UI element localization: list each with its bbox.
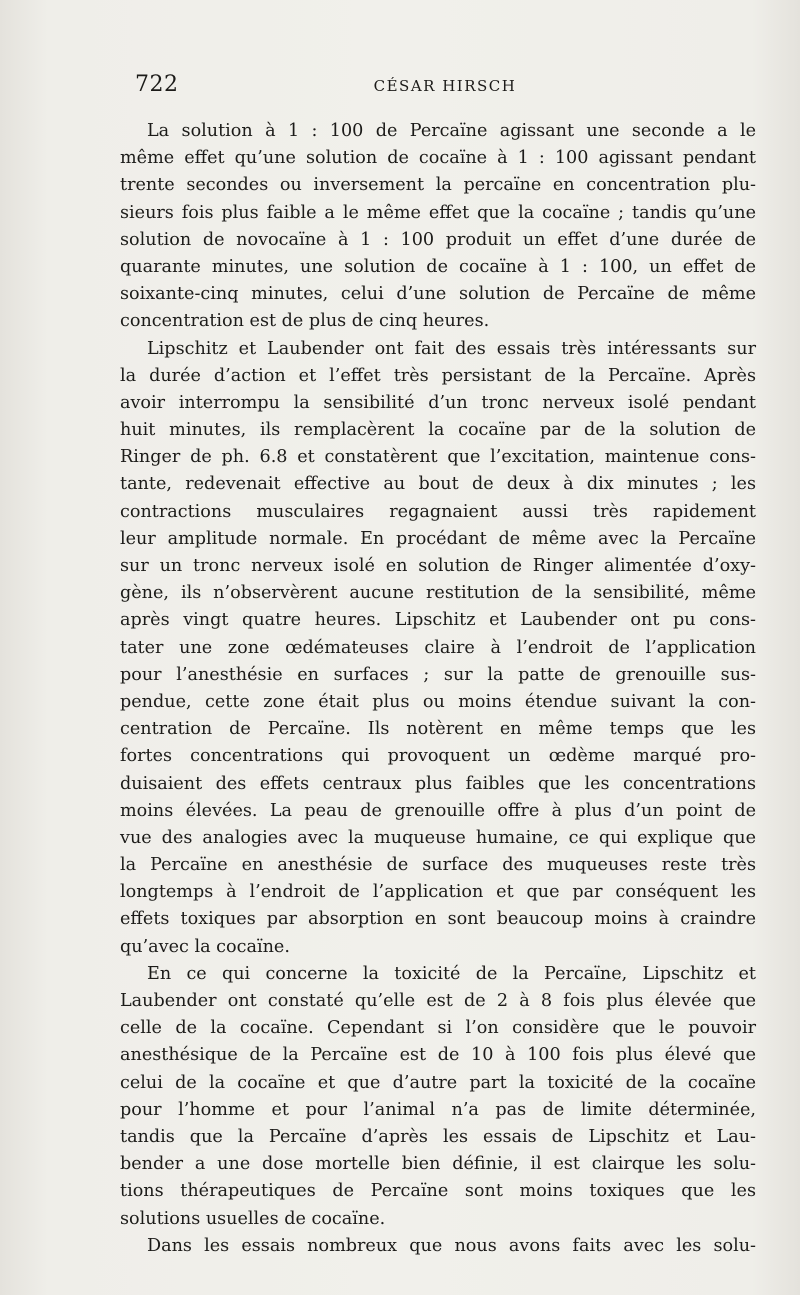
text-line: soixante-cinq minutes, celui d’une solution de Percaïne de même <box>120 284 756 305</box>
text-line: tante, redevenait effective au bout de deux à dix minutes ; les <box>120 474 756 495</box>
text-line: moins élevées. La peau de grenouille offre à plus d’un point de <box>120 800 756 821</box>
text-line: huit minutes, ils remplacèrent la cocaïne par de la solution de <box>120 420 756 441</box>
text-line: Laubender ont constaté qu’elle est de 2 à 8 fois plus élevée que <box>120 991 756 1011</box>
text-line: tions thérapeutiques de Percaïne sont moins toxiques que les <box>120 1181 756 1202</box>
text-line: sur un tronc nerveux isolé en solution de Ringer alimentée d’oxy- <box>120 556 756 576</box>
text-line: Lipschitz et Laubender ont fait des essais très intéressants sur <box>147 338 756 359</box>
text-line: celui de la cocaïne et que d’autre part la toxicité de la cocaïne <box>120 1072 756 1093</box>
text-line: contractions musculaires regagnaient aussi très rapidement <box>120 501 756 522</box>
text-line: pour l’anesthésie en surfaces ; sur la patte de grenouille sus- <box>120 664 756 685</box>
text-line: anesthésique de la Percaïne est de 10 à 100 fois plus élevé que <box>120 1045 756 1066</box>
text-line: tater une zone œdémateuses claire à l’endroit de l’application <box>120 637 756 658</box>
text-line: qu’avec la cocaïne. <box>120 936 290 957</box>
text-line: trente secondes ou inversement la percaïne en concentration plu- <box>120 175 756 196</box>
text-line: vue des analogies avec la muqueuse humaine, ce qui explique que <box>120 827 756 848</box>
text-line: Ringer de ph. 6.8 et constatèrent que l’excitation, maintenue cons- <box>120 447 756 468</box>
text-line: La solution à 1 : 100 de Percaïne agissant une seconde a le <box>147 121 756 141</box>
text-line: centration de Percaïne. Ils notèrent en même temps que les <box>120 719 756 740</box>
text-line: la durée d’action et l’effet très persistant de la Percaïne. Après <box>120 365 756 386</box>
text-line: bender a une dose mortelle bien définie, il est clairque les solu- <box>120 1154 756 1175</box>
text-line: celle de la cocaïne. Cependant si l’on considère que le pouvoir <box>120 1018 756 1039</box>
page-number: 722 <box>135 72 179 97</box>
text-line: avoir interrompu la sensibilité d’un tronc nerveux isolé pendant <box>120 392 756 413</box>
running-head: CÉSAR HIRSCH <box>373 77 517 95</box>
text-line: En ce qui concerne la toxicité de la Percaïne, Lipschitz et <box>147 963 756 984</box>
text-line: fortes concentrations qui provoquent un œdème marqué pro- <box>120 746 756 767</box>
text-line: quarante minutes, une solution de cocaïne à 1 : 100, un effet de <box>120 256 756 277</box>
text-line: effets toxiques par absorption en sont beaucoup moins à craindre <box>120 909 756 930</box>
text-line: duisaient des effets centraux plus faibles que les concentrations <box>120 773 756 794</box>
text-line: après vingt quatre heures. Lipschitz et Laubender ont pu cons- <box>120 610 756 631</box>
text-line: tandis que la Percaïne d’après les essais de Lipschitz et Lau- <box>120 1126 756 1147</box>
text-line: longtemps à l’endroit de l’application et que par conséquent les <box>120 882 756 903</box>
text-line: solution de novocaïne à 1 : 100 produit un effet d’une durée de <box>120 229 756 250</box>
text-line: même effet qu’une solution de cocaïne à 1 : 100 agissant pendant <box>120 148 756 169</box>
text-line: solutions usuelles de cocaïne. <box>120 1208 386 1229</box>
text-line: pour l’homme et pour l’animal n’a pas de limite déterminée, <box>120 1099 756 1120</box>
body-text <box>120 118 756 1260</box>
text-line: sieurs fois plus faible a le même effet que la cocaïne ; tandis qu’une <box>120 202 756 223</box>
text-line: gène, ils n’observèrent aucune restitution de la sensibilité, même <box>120 583 756 604</box>
text-line: concentration est de plus de cinq heures. <box>120 311 490 332</box>
text-line: Dans les essais nombreux que nous avons faits avec les solu- <box>147 1235 756 1256</box>
text-line: pendue, cette zone était plus ou moins étendue suivant la con- <box>120 691 756 712</box>
page-header <box>135 72 755 102</box>
text-line: leur amplitude normale. En procédant de même avec la Percaïne <box>120 528 756 549</box>
text-line: la Percaïne en anesthésie de surface des muqueuses reste très <box>120 855 756 876</box>
